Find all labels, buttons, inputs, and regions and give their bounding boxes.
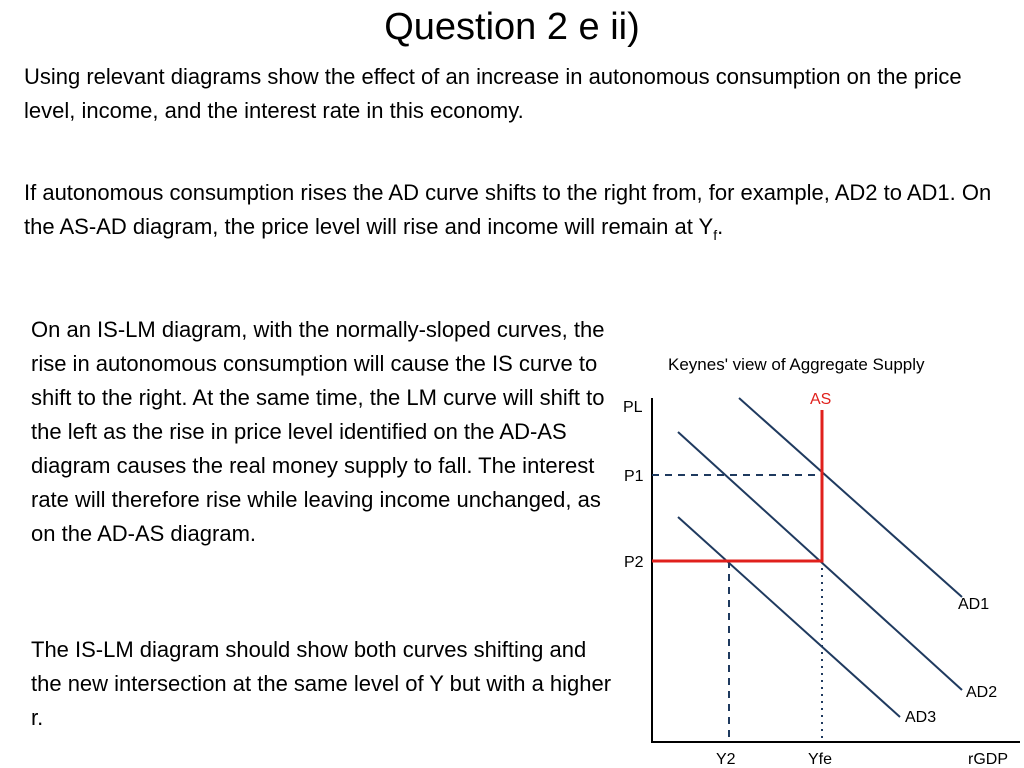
y-axis-label: PL xyxy=(623,399,643,416)
ad2-label: AD2 xyxy=(966,684,998,701)
answer-intro-end: . xyxy=(717,214,724,239)
y2-label: Y2 xyxy=(716,751,736,768)
yfe-label: Yfe xyxy=(808,751,833,768)
slide-title: Question 2 e ii) xyxy=(384,6,640,48)
ad1-label: AD1 xyxy=(958,596,990,613)
p2-label: P2 xyxy=(624,554,644,571)
answer-intro xyxy=(24,176,1009,246)
p1-label: P1 xyxy=(624,468,644,485)
question-text: Using relevant diagrams show the effect of an increase in autonomous consumption on the price level, income, and the interest rate in this economy. xyxy=(24,64,962,123)
diagram-title: Keynes' view of Aggregate Supply xyxy=(668,355,925,374)
answer-intro-main: If autonomous consumption rises the AD curve shifts to the right from, for example, AD2 to AD1. On the AS-AD diagram, the price level will rise and income will remain at Y xyxy=(24,180,992,239)
islm-conclusion: The IS-LM diagram should show both curves shifting and the new intersection at the same level of Y but with a higher r. xyxy=(31,637,612,730)
ad3-curve xyxy=(678,517,900,717)
islm-explanation: On an IS-LM diagram, with the normally-sloped curves, the rise in autonomous consumption will cause the IS curve to shift to the right. At the same time, the LM curve will shift to the left as the rise in price level identified on the AD-AS diagram causes the real money supply to fall. The interest rate will therefore rise while leaving income unchanged, as on the AD-AS diagram. xyxy=(31,317,605,546)
answer-intro-subscript: f xyxy=(713,227,718,243)
as-ad-diagram xyxy=(612,345,1024,768)
ad1-curve xyxy=(739,398,962,597)
as-label: AS xyxy=(810,391,832,408)
x-axis-label: rGDP xyxy=(968,751,1008,768)
ad3-label: AD3 xyxy=(905,709,937,726)
